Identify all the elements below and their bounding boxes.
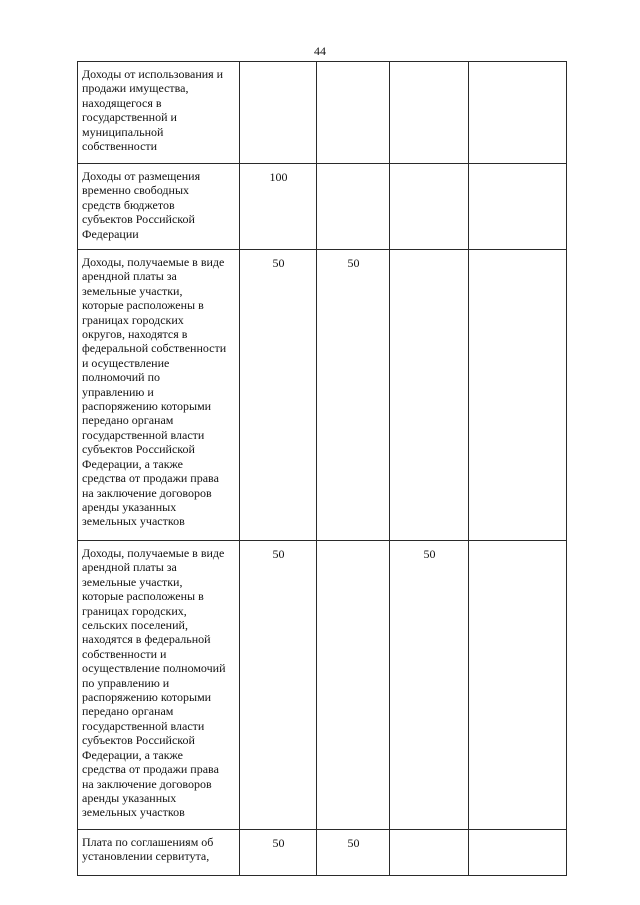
revenue-type-text-line: средства от продажи права bbox=[82, 762, 219, 777]
revenue-type-text-line: арендной платы за bbox=[82, 560, 177, 575]
revenue-type-text-line: полномочий по bbox=[82, 370, 161, 385]
revenue-type-text-line: на заключение договоров bbox=[82, 776, 212, 791]
revenue-type-text-line: федеральной собственности bbox=[82, 341, 227, 356]
revenue-type-text-line: Доходы, получаемые в виде bbox=[82, 255, 225, 269]
table-row bbox=[78, 541, 567, 830]
percentage-cell bbox=[390, 164, 469, 250]
revenue-type-text-line: границах городских, bbox=[82, 603, 187, 618]
revenue-type-text-line: Плата по соглашениям об bbox=[82, 835, 214, 849]
revenue-type-text-line: распоряжению которыми bbox=[82, 690, 212, 705]
revenue-type-text-line: распоряжению которыми bbox=[82, 399, 212, 414]
percentage-cell bbox=[390, 830, 469, 876]
revenue-type-text-line: средств бюджетов bbox=[82, 197, 175, 212]
revenue-type-text-line: земельные участки, bbox=[82, 283, 183, 298]
revenue-distribution-table bbox=[77, 61, 567, 876]
revenue-type-text-line: земельные участки, bbox=[82, 574, 183, 589]
revenue-type-text-line: Доходы, получаемые в виде bbox=[82, 546, 225, 560]
revenue-type-text-line: аренды указанных bbox=[82, 499, 177, 514]
revenue-type-text-line: средства от продажи права bbox=[82, 471, 219, 486]
revenue-type-text-line: границах городских bbox=[82, 312, 184, 327]
percentage-cell bbox=[469, 164, 567, 250]
revenue-type-text-line: находятся в федеральной bbox=[82, 632, 211, 647]
revenue-type-text-line: передано органам bbox=[82, 413, 174, 428]
revenue-type-cell bbox=[78, 164, 240, 250]
revenue-type-text-line: субъектов Российской bbox=[82, 442, 195, 457]
revenue-type-text-line: управлению и bbox=[82, 384, 154, 399]
table-row bbox=[78, 62, 567, 164]
revenue-type-text-line: Федерации, а также bbox=[82, 456, 184, 471]
percentage-cell: 50 bbox=[317, 830, 390, 876]
revenue-type-text-line: на заключение договоров bbox=[82, 485, 212, 500]
percentage-cell bbox=[469, 830, 567, 876]
revenue-type-text-line: осуществление полномочий bbox=[82, 661, 226, 676]
percentage-cell bbox=[390, 250, 469, 541]
table-row bbox=[78, 250, 567, 541]
revenue-type-text-line: продажи имущества, bbox=[82, 81, 189, 96]
revenue-type-cell bbox=[78, 830, 240, 876]
revenue-type-text-line: муниципальной bbox=[82, 124, 164, 139]
percentage-cell: 50 bbox=[240, 250, 317, 541]
percentage-cell: 100 bbox=[240, 164, 317, 250]
percentage-cell: 50 bbox=[317, 250, 390, 541]
percentage-cell bbox=[390, 62, 469, 164]
percentage-cell: 50 bbox=[390, 541, 469, 830]
percentage-cell: 50 bbox=[240, 541, 317, 830]
revenue-type-text-line: сельских поселений, bbox=[82, 618, 188, 633]
revenue-type-text-line: Доходы от использования и bbox=[82, 67, 224, 81]
revenue-type-text-line: которые расположены в bbox=[82, 298, 204, 313]
percentage-cell bbox=[317, 62, 390, 164]
revenue-type-cell bbox=[78, 541, 240, 830]
revenue-type-text-line: находящегося в bbox=[82, 95, 162, 110]
revenue-type-text-line: аренды указанных bbox=[82, 790, 177, 805]
revenue-type-text-line: установлении сервитута, bbox=[82, 849, 210, 864]
revenue-type-text-line: собственности bbox=[82, 139, 158, 154]
revenue-type-text-line: земельных участков bbox=[82, 514, 185, 529]
percentage-cell bbox=[317, 541, 390, 830]
revenue-type-text-line: которые расположены в bbox=[82, 589, 204, 604]
revenue-type-text-line: земельных участков bbox=[82, 805, 185, 820]
revenue-type-text-line: субъектов Российской bbox=[82, 733, 195, 748]
revenue-type-text-line: передано органам bbox=[82, 704, 174, 719]
percentage-cell: 50 bbox=[240, 830, 317, 876]
revenue-type-cell bbox=[78, 62, 240, 164]
revenue-type-text-line: собственности и bbox=[82, 646, 167, 661]
percentage-cell bbox=[469, 541, 567, 830]
revenue-type-text-line: субъектов Российской bbox=[82, 212, 195, 227]
table-row bbox=[78, 830, 567, 876]
revenue-type-text-line: временно свободных bbox=[82, 183, 190, 198]
revenue-type-text-line: Доходы от размещения bbox=[82, 169, 201, 183]
revenue-type-cell bbox=[78, 250, 240, 541]
revenue-type-text-line: по управлению и bbox=[82, 675, 170, 690]
revenue-type-text-line: округов, находятся в bbox=[82, 327, 188, 342]
revenue-type-text-line: Федерации bbox=[82, 226, 139, 241]
revenue-type-text-line: и осуществление bbox=[82, 355, 170, 370]
page-number: 44 bbox=[314, 44, 326, 58]
percentage-cell bbox=[240, 62, 317, 164]
percentage-cell bbox=[317, 164, 390, 250]
revenue-type-text-line: Федерации, а также bbox=[82, 747, 184, 762]
table-row bbox=[78, 164, 567, 250]
percentage-cell bbox=[469, 62, 567, 164]
revenue-type-text-line: государственной власти bbox=[82, 718, 205, 733]
revenue-type-text-line: государственной власти bbox=[82, 427, 205, 442]
revenue-type-text-line: государственной и bbox=[82, 110, 177, 125]
revenue-type-text-line: арендной платы за bbox=[82, 269, 177, 284]
percentage-cell bbox=[469, 250, 567, 541]
